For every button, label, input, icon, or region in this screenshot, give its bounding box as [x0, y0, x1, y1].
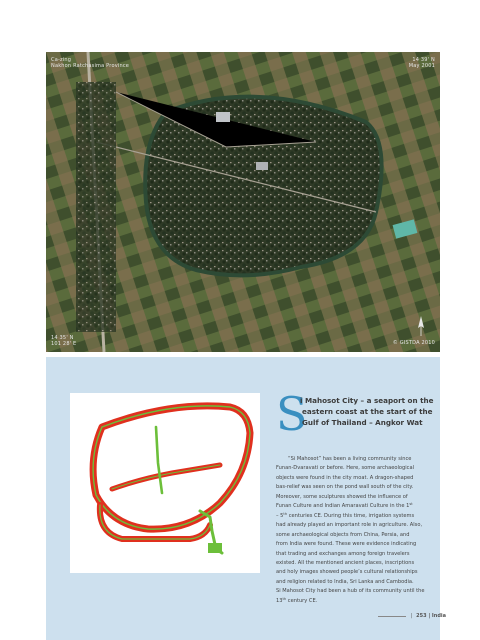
- article-panel: [46, 357, 440, 640]
- body-line: had already played an important role in agriculture. Also,: [276, 522, 423, 529]
- heading-line: Gulf of Thailand – Angkor Wat: [302, 418, 423, 427]
- body-line: bas-relief was seen on the pond wall south of the city.: [276, 484, 414, 491]
- body-line: and holy images showed people’s cultural relationships: [276, 569, 418, 576]
- satellite-image: [46, 52, 440, 352]
- satellite-label-top-left: Ca-zing Nakhon Ratchasima Province: [51, 57, 130, 69]
- satellite-label-top-right: 14 39' N May 2001: [408, 57, 435, 69]
- moat-map-drawing: [70, 393, 260, 573]
- satellite-label-bottom-left: 14 35' N 101 28' E: [51, 335, 77, 347]
- satellite-terrain: [46, 52, 440, 352]
- body-line: that trading and exchanges among foreign travelers: [276, 550, 410, 557]
- article-text: [276, 387, 434, 606]
- page-footer: [378, 613, 446, 619]
- body-line: Funan-Dvaravati or before. Here, some archaeological: [276, 465, 415, 472]
- body-line: “Si Mahosot” has been a living community since: [288, 456, 412, 462]
- article-body: [276, 455, 428, 606]
- footer-separator: |: [410, 613, 413, 619]
- satellite-copyright: © GISTDA 2010: [392, 340, 435, 346]
- heading-line: i Mahosot City – a seaport on the: [300, 396, 434, 405]
- north-arrow-icon: [416, 316, 426, 336]
- moat-map: [70, 393, 260, 573]
- body-line: Si Mahosot City had been a hub of its community until the: [276, 588, 425, 595]
- body-line: 13th century CE.: [276, 596, 318, 604]
- article-heading: [276, 387, 434, 451]
- body-line: – 5th centuries CE. During this time, irrigation systems: [276, 511, 415, 519]
- heading-line: eastern coast at the start of the: [302, 407, 433, 416]
- body-line: and religion related to India, Sri Lanka and Cambodia.: [276, 578, 414, 585]
- body-line: existed. All the mentioned ancient places, inscriptions: [276, 559, 415, 566]
- body-line: objects were found in the city moat. A dragon-shaped: [276, 474, 414, 481]
- body-line: some archaeological objects from China, Persia, and: [276, 531, 410, 538]
- body-line: Moreover, some sculptures showed the influence of: [276, 493, 408, 500]
- footer-page-title: 253 | India: [416, 613, 446, 619]
- body-line: Funan Culture and Indian Amaravati Culture in the 1st: [276, 502, 413, 510]
- dropcap: S: [276, 387, 308, 441]
- footer-rule: [378, 616, 406, 617]
- body-line: from India were found. These were evidence indicating: [276, 541, 417, 548]
